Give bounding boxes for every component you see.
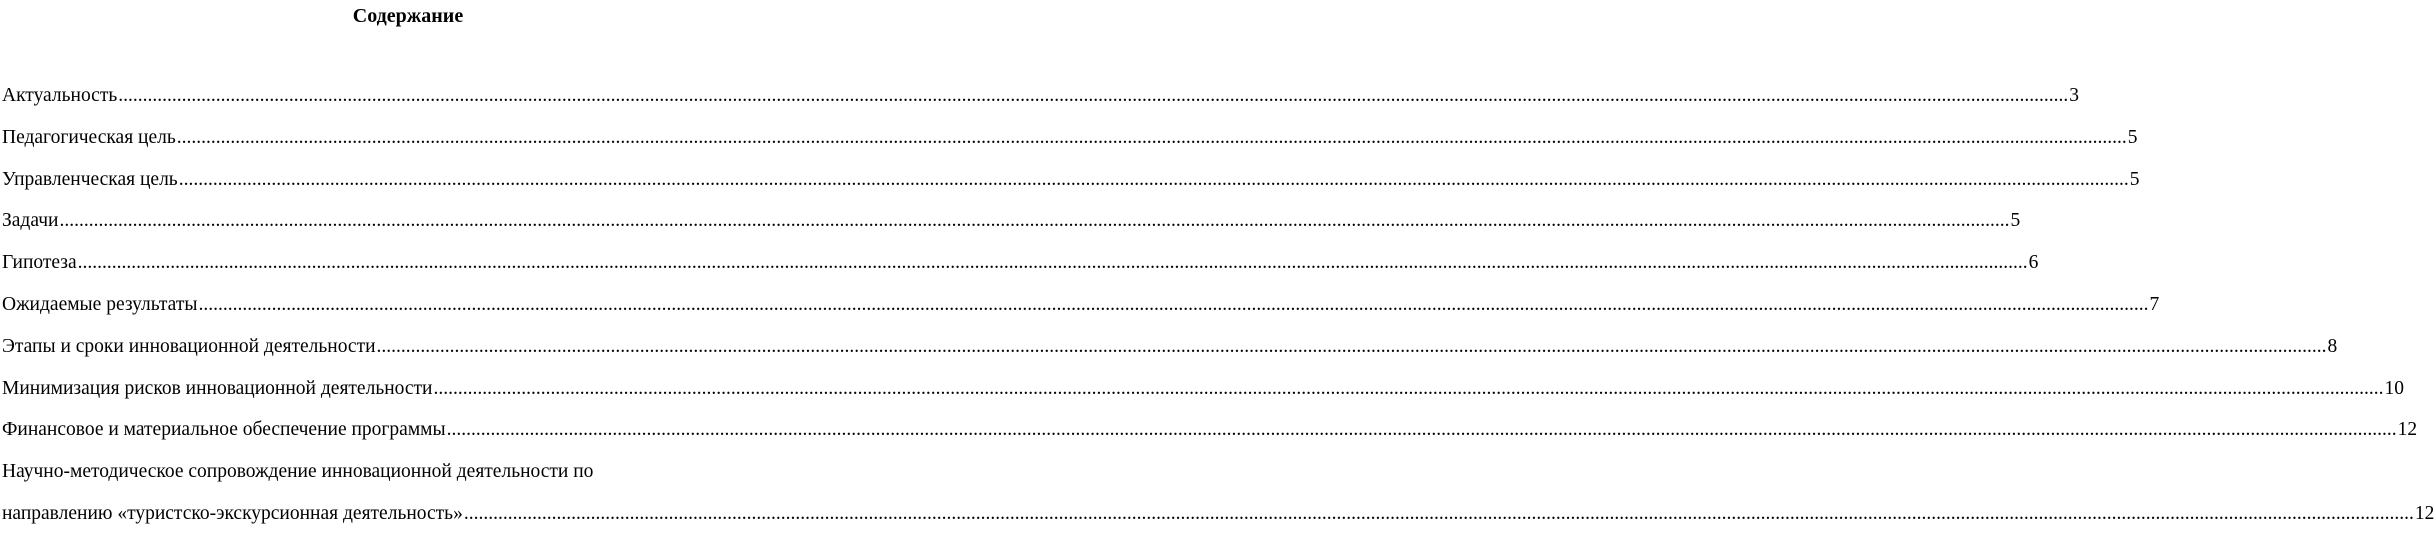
toc-entry-label: Гипотеза	[2, 252, 77, 274]
toc-entry-label: Ожидаемые результаты	[2, 293, 198, 315]
toc-page-number: 5	[2010, 210, 2021, 232]
toc-entry[interactable]	[2, 80, 2079, 122]
toc-entry-label: Этапы и сроки инновационной деятельности	[2, 335, 376, 357]
toc-entry[interactable]	[2, 373, 2404, 415]
toc-dot-leader: ................................................................................................................................................................................................................................................................................................................................................................................................................	[376, 335, 2327, 357]
toc-entry-second-line[interactable]	[2, 498, 2434, 540]
toc-dot-leader: ................................................................................................................................................................................................................................................................................................................................................................................................................	[463, 502, 2414, 524]
toc-entry[interactable]	[2, 247, 2039, 289]
toc-dot-leader: ................................................................................................................................................................................................................................................................................................................................................................................................................	[178, 168, 2129, 190]
toc-entry[interactable]	[2, 164, 2140, 206]
toc-page-number: 10	[2384, 377, 2404, 399]
toc-page-number: 7	[2149, 293, 2160, 315]
toc-entry-label: Педагогическая цель	[2, 126, 176, 148]
toc-entry-label: Управленческая цель	[2, 168, 178, 190]
toc-entry-label: Научно-методическое сопровождение инновационной деятельности по	[2, 461, 594, 483]
toc-entry-label: Актуальность	[2, 85, 118, 106]
toc-dot-leader: ................................................................................................................................................................................................................................................................................................................................................................................................................	[433, 377, 2384, 399]
toc-page-number: 12	[2414, 502, 2434, 524]
toc-page-number: 8	[2327, 335, 2338, 357]
toc-entry[interactable]	[2, 205, 2021, 247]
toc-entry[interactable]	[2, 414, 2418, 456]
page-title: Содержание	[352, 5, 464, 27]
toc-dot-leader: ................................................................................................................................................................................................................................................................................................................................................................................................................	[59, 210, 2010, 232]
toc-dot-leader: ................................................................................................................................................................................................................................................................................................................................................................................................................	[198, 293, 2149, 315]
toc-entry[interactable]	[2, 289, 2160, 331]
toc-entry-label: Финансовое и материальное обеспечение программы	[2, 419, 446, 441]
toc-dot-leader: ................................................................................................................................................................................................................................................................................................................................................................................................................	[446, 419, 2397, 441]
toc-entry-label-continued: направлению «туристско-экскурсионная деятельность»	[2, 502, 463, 524]
toc-entry-label: Задачи	[2, 210, 59, 232]
toc-entry-label: Минимизация рисков инновационной деятельности	[2, 377, 433, 399]
toc-entry[interactable]	[2, 331, 2338, 373]
toc-entry-first-line[interactable]	[2, 456, 814, 498]
toc-page-number: 5	[2127, 126, 2138, 148]
toc-page-number: 3	[2069, 85, 2079, 106]
table-of-contents	[2, 80, 2434, 540]
toc-page-number: 12	[2397, 419, 2418, 441]
toc-dot-leader: ................................................................................................................................................................................................................................................................................................................................................................................................................	[77, 252, 2028, 274]
toc-dot-leader: ................................................................................................................................................................................................................................................................................................................................................................................................................	[118, 85, 2069, 106]
toc-page-number: 6	[2028, 252, 2039, 274]
toc-page-number: 5	[2129, 168, 2140, 190]
toc-entry[interactable]	[2, 122, 2138, 164]
toc-dot-leader: ................................................................................................................................................................................................................................................................................................................................................................................................................	[176, 126, 2127, 148]
